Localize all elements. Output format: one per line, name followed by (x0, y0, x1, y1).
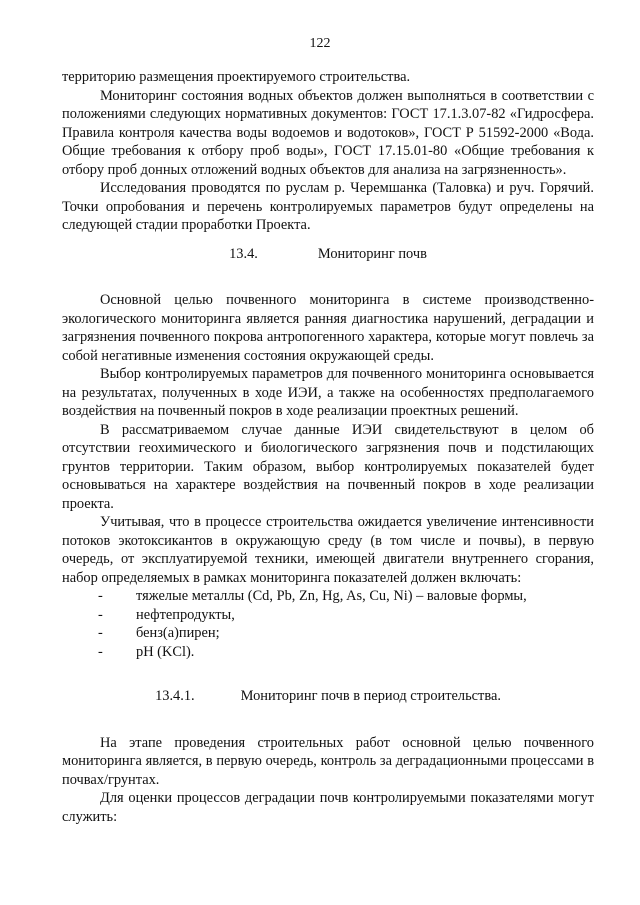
paragraph: Выбор контролируемых параметров для почвенного мониторинга основывается на результатах, полученных в ходе ИЭИ, а также на особенностях предполагаемого воздействия на почвенный покров в ходе реализации проектных решений. (62, 366, 594, 419)
section-number: 13.4. (229, 245, 258, 262)
section-heading (62, 245, 594, 264)
paragraph: Основной целью почвенного мониторинга в системе производственно-экологического мониторинга является ранняя диагностика нарушений, деградации и загрязнения почвенного покрова антропогенного характера, которые могут повлечь за собой негативные изменения состояния окружающей среды. (62, 292, 594, 364)
indicator-list (62, 587, 594, 661)
list-marker: - (98, 588, 103, 604)
paragraph: Для оценки процессов деградации почв контролируемыми показателями могут служить: (62, 790, 594, 825)
list-marker: - (98, 606, 103, 623)
paragraph: Учитывая, что в процессе строительства ожидается увеличение интенсивности потоков экотоксикантов в окружающую среду (в том числе и почвы), в первую очередь, от эксплуатируемой техники, имеющей двигатели внутреннего сгорания, набор определяемых в рамках мониторинга показателей должен включать: (62, 514, 594, 586)
paragraph: Исследования проводятся по руслам р. Черемшанка (Таловка) и руч. Горячий. Точки опробования и перечень контролируемых параметров будут определены на следующей стадии проработки Проекта. (62, 180, 594, 233)
list-item (62, 643, 594, 662)
document-body (62, 68, 594, 826)
paragraph: На этапе проведения строительных работ основной целью почвенного мониторинга является, в первую очередь, контроль за деградационными процессами в почвах/грунтах. (62, 734, 594, 788)
list-item (62, 606, 594, 625)
list-item-text: нефтепродукты, (136, 606, 235, 623)
list-marker: - (98, 643, 103, 660)
subsection-title: Мониторинг почв в период строительства. (240, 688, 501, 704)
page-number: 122 (309, 36, 331, 51)
paragraph: территорию размещения проектируемого строительства. (62, 69, 411, 85)
list-marker: - (98, 625, 103, 641)
list-item-text: тяжелые металлы (Cd, Pb, Zn, Hg, As, Cu, Ni) – валовые формы, (136, 588, 527, 604)
list-item-text: pH (KCl). (136, 643, 195, 660)
paragraph: В рассматриваемом случае данные ИЭИ свидетельствуют в целом об отсутствии геохимического и биологического загрязнения почв и подстилающих грунтов территории. Таким образом, выбор контролируемых показателей будет основываться на характере воздействия на почвенный покров в ходе реализации проекта. (62, 421, 594, 512)
subsection-number: 13.4.1. (155, 688, 195, 704)
list-item (62, 587, 594, 606)
list-item (62, 624, 594, 643)
paragraph: Мониторинг состояния водных объектов должен выполняться в соответствии с положениями следующих нормативных документов: ГОСТ 17.1.3.07-82 «Гидросфера. Правила контроля качества воды водоемов и водотоков», ГОСТ Р 51592-2000 «Вода. Общие требования к отбору проб воды», ГОСТ 17.15.01-80 «Общие требования к отбору проб донных отложений водных объектов для анализа на загрязненность». (62, 87, 594, 178)
section-title: Мониторинг почв (317, 245, 427, 262)
subsection-heading (62, 687, 594, 706)
list-item-text: бенз(а)пирен; (136, 625, 220, 641)
